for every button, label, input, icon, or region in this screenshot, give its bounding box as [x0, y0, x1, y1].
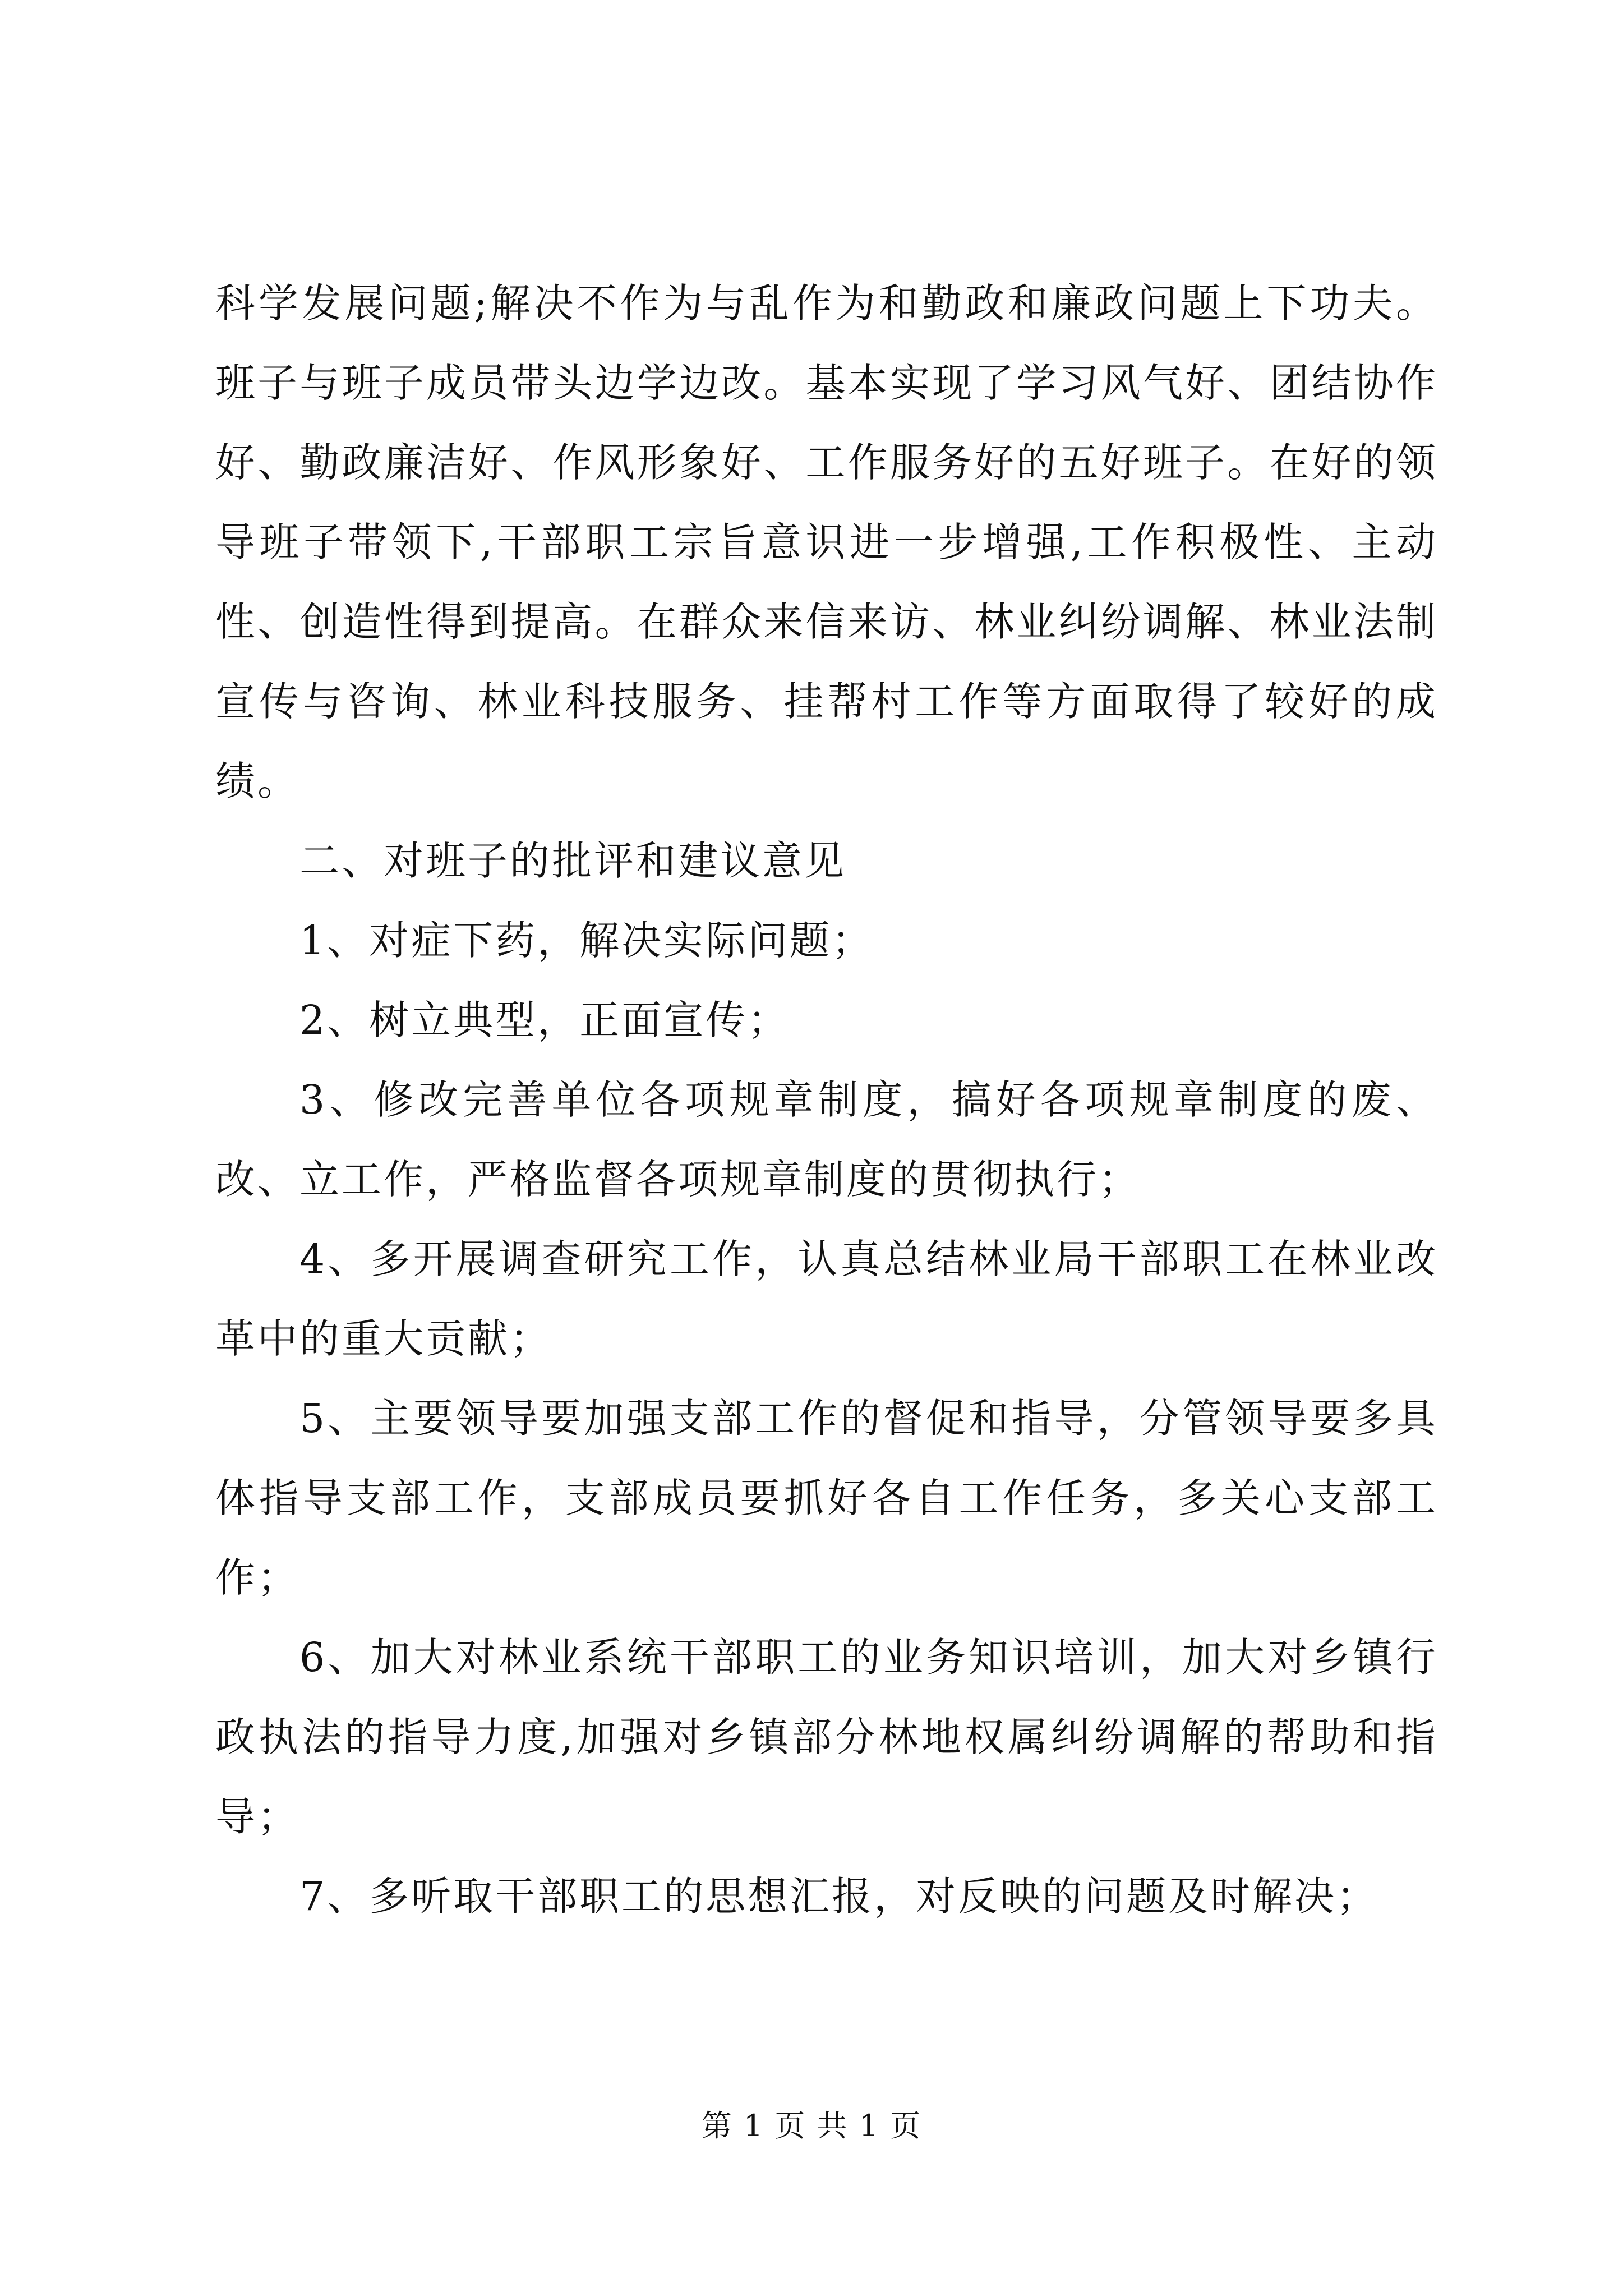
list-item-3: 3、修改完善单位各项规章制度，搞好各项规章制度的废、改、立工作，严格监督各项规章制度的贯彻执行；: [215, 1076, 1438, 1203]
list-item-6: 6、加大对林业系统干部职工的业务知识培训，加大对乡镇行政执法的指导力度,加强对乡镇部分林地权属纠纷调解的帮助和指导；: [215, 1634, 1438, 1840]
document-body: [215, 264, 1438, 1936]
list-item-2: 2、树立典型，正面宣传；: [299, 997, 790, 1043]
list-item-4: 4、多开展调查研究工作，认真总结林业局干部职工在林业改革中的重大贡献；: [215, 1236, 1438, 1362]
page-footer: 第 1 页 共 1 页: [701, 2108, 922, 2143]
paragraph-1: 科学发展问题;解决不作为与乱作为和勤政和廉政问题上下功夫。班子与班子成员带头边学边改。基本实现了学习风气好、团结协作好、勤政廉洁好、作风形象好、工作服务好的五好班子。在好的领导班子带领下,干部职工宗旨意识进一步增强,工作积极性、主动性、创造性得到提高。在群众来信来访、林业纠纷调解、林业法制宣传与咨询、林业科技服务、挂帮村工作等方面取得了较好的成绩。: [215, 280, 1438, 804]
list-item-1: 1、对症下药，解决实际问题；: [299, 917, 874, 964]
list-item-7: 7、多听取干部职工的思想汇报，对反映的问题及时解决；: [299, 1873, 1379, 1920]
section-heading: 二、对班子的批评和建议意见: [299, 838, 847, 884]
list-item-5: 5、主要领导要加强支部工作的督促和指导，分管领导要多具体指导支部工作，支部成员要抓好各自工作任务，多关心支部工作；: [215, 1395, 1438, 1601]
